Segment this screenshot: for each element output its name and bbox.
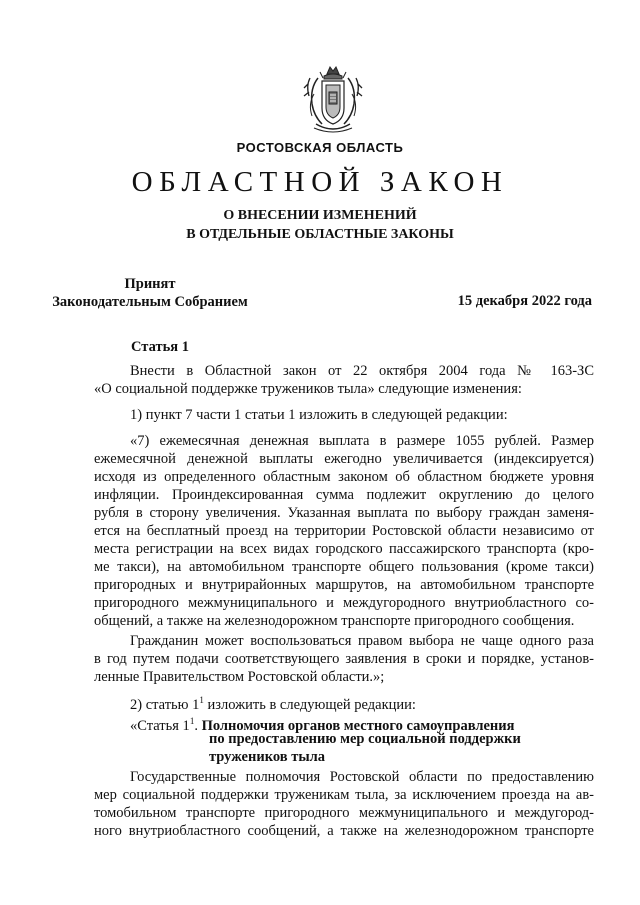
new-article-title-line-2: по предоставлению мер социальной поддержки [209,731,521,747]
item-2: 2) статью $1^1$ изложить в следующей редакции: [130,695,416,713]
p7-line: места регистрации на всех видах городского пассажирского транспорта (кро- [94,541,594,557]
state-powers-line: томобильном транспорте пригородного межмуниципального и междугород- [94,805,594,821]
p7-line: ме такси), на автомобильном транспорте общего пользования (кроме такси) [94,559,594,575]
p7-line: ежемесячной денежной выплаты ежегодно увеличивается (индексируется) [94,451,594,467]
adoption-date: 15 декабря 2022 года [457,293,592,309]
region-name: РОСТОВСКАЯ ОБЛАСТЬ [236,140,404,155]
subtitle-line-2: В ОТДЕЛЬНЫЕ ОБЛАСТНЫЕ ЗАКОНЫ [186,227,454,242]
p7-line: инфляции. Проиндексированная сумма подлежит округлению до целого [94,487,594,503]
p7-line: рубля в сторону увеличения. Указанная выплата по выбору граждан заменя- [94,505,594,521]
new-article-title-line-3: тружеников тыла [209,749,326,765]
article-heading: Статья 1 [131,339,189,355]
p7-line: «7) ежемесячная денежная выплата в размере 1055 рублей. Размер [130,433,594,449]
p7-line: ется на бесплатный проезд на территории Ростовской области независимо от [94,523,594,539]
new-article-heading: «Статья $1^1$. Полномочия органов местного самоуправления [130,716,515,734]
subtitle-line-1: О ВНЕСЕНИИ ИЗМЕНЕНИЙ [223,208,417,223]
intro-line-2: «О социальной поддержке тружеников тыла» следующие изменения: [94,381,522,397]
p7-line: исходя из определенного областным законом об областном бюджете уровня [94,469,594,485]
state-powers-line: мер социальной поддержки труженикам тыла, за исключением проезда на ав- [94,787,594,803]
legislative-assembly-label: Законодательным Собранием [52,294,248,310]
state-powers-line: Государственные полномочия Ростовской области по предоставлению [130,769,594,785]
citizen-line: ленные Правительством Ростовской области.»; [94,669,385,685]
coat-of-arms-emblem [300,64,366,136]
item-1: 1) пункт 7 части 1 статьи 1 изложить в следующей редакции: [130,407,508,423]
p7-line: пригородного межмуниципального и междугородного внутриобластного со- [94,595,594,611]
p7-line: пригородных и внутрирайонных маршрутов, на автомобильном транспорте [94,577,594,593]
p7-line: общений, а также на железнодорожном транспорте пригородного сообщения. [94,613,575,629]
state-powers-line: ного внутриобластного сообщений, а также на железнодорожном транспорте [94,823,594,839]
intro-line-1: Внести в Областной закон от 22 октября 2004 года № 163-ЗС [130,363,594,379]
accepted-label: Принят [124,276,176,292]
adoption-block [0,275,300,311]
document-title: ОБЛАСТНОЙ ЗАКОН [131,166,509,198]
citizen-line: Гражданин может воспользоваться правом выбора не чаще одного раза [130,633,594,649]
citizen-line: в год путем подачи соответствующего заявления в сроки и порядке, установ- [94,651,594,667]
